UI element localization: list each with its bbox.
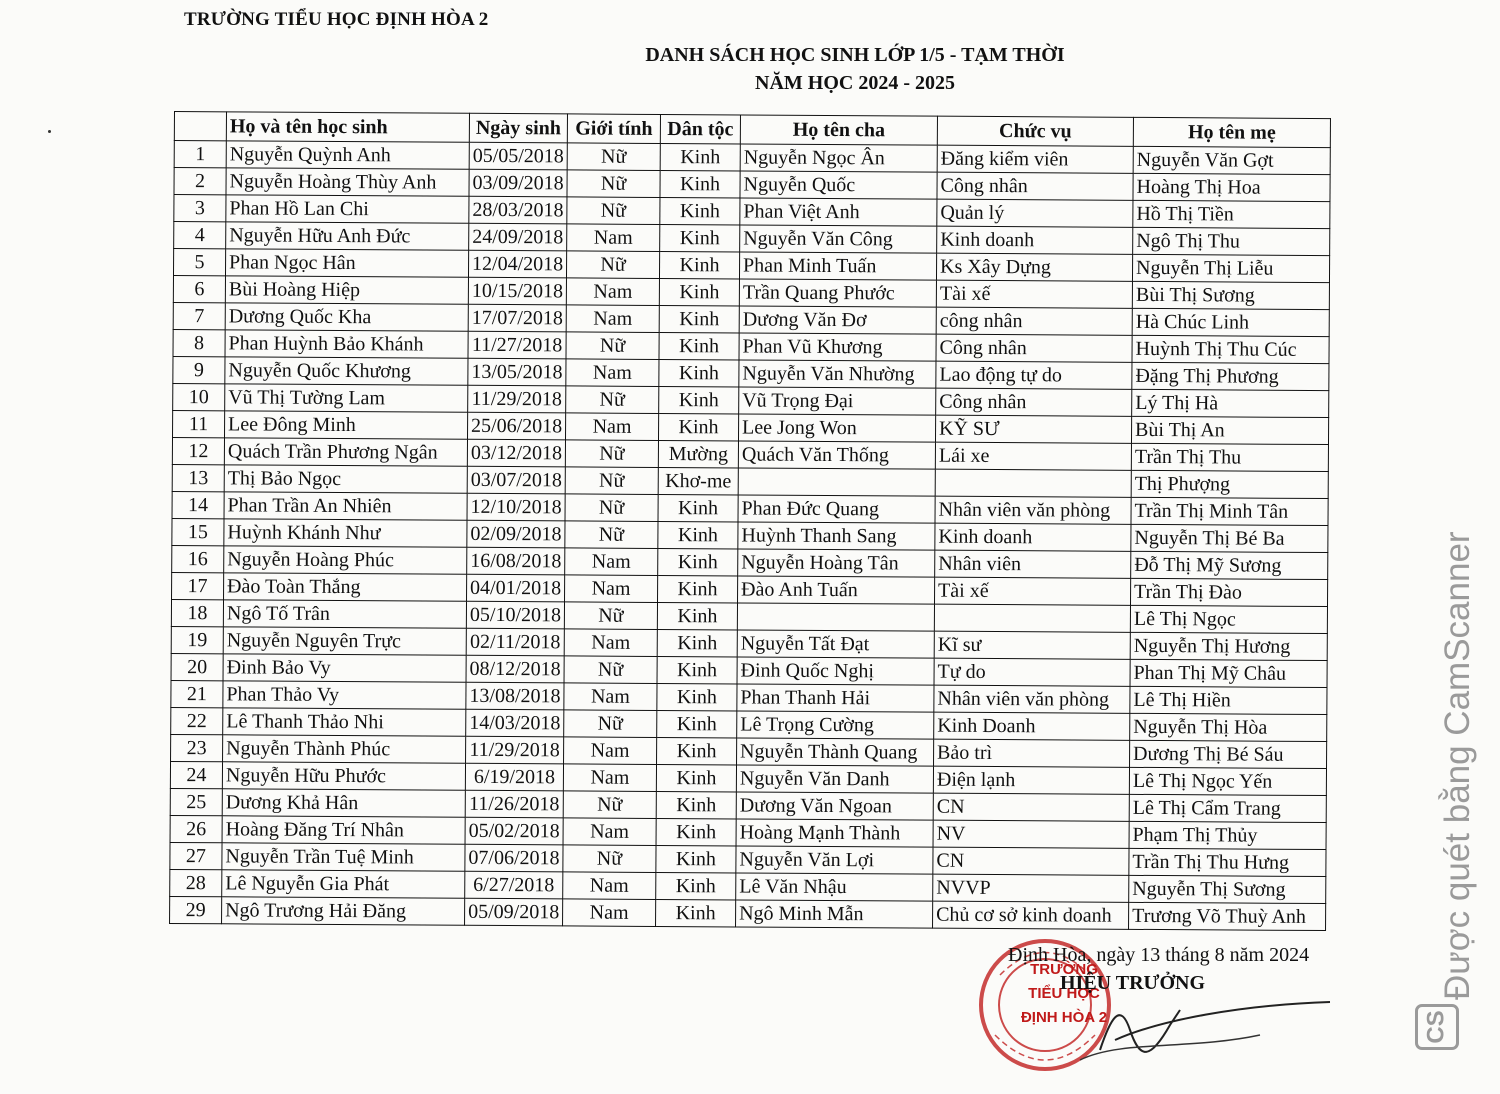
mother-name-cell: Ngô Thị Thu [1133,227,1330,255]
student-table [169,111,1331,931]
row-number-cell: 20 [171,653,223,680]
ethnicity-cell: Kinh [656,872,736,899]
birthdate-cell: 24/09/2018 [469,223,567,251]
occupation-cell: Tự do [934,658,1130,686]
place-date: Định Hòa, ngày 13 tháng 8 năm 2024 [1008,944,1310,966]
mother-name-cell: Nguyễn Thị Liễu [1132,254,1329,282]
principal-title: HIỆU TRƯỞNG [1060,972,1206,994]
mother-name-cell: Nguyễn Thị Hòa [1130,713,1327,741]
gender-cell: Nam [567,224,660,252]
mother-name-cell: Phan Thị Mỹ Châu [1130,659,1327,687]
ethnicity-cell: Kinh [658,521,738,548]
mother-name-cell: Đặng Thị Phương [1132,362,1329,390]
gender-cell: Nam [565,548,658,576]
row-number-cell: 12 [172,437,224,464]
mother-name-cell: Đỗ Thị Mỹ Sương [1131,551,1328,579]
birthdate-cell: 05/10/2018 [466,601,564,629]
father-name-cell: Phan Đức Quang [738,495,935,523]
student-name-cell: Vũ Thị Tường Lam [225,384,468,412]
father-name-cell: Phan Thanh Hải [737,684,934,712]
table-row [170,896,1326,930]
ethnicity-cell: Khơ-me [658,467,738,494]
gender-cell: Nam [563,818,656,846]
occupation-cell: Tài xế [935,577,1131,605]
ethnicity-cell: Kinh [660,224,740,251]
occupation-cell: CN [933,793,1129,821]
mother-name-cell: Phạm Thị Thủy [1129,821,1326,849]
gender-cell: Nam [563,764,656,792]
father-name-cell: Vũ Trọng Đại [739,387,936,415]
row-number-cell: 26 [170,815,222,842]
occupation-cell: Nhân viên văn phòng [935,496,1131,524]
gender-cell: Nam [563,872,656,900]
ethnicity-cell: Kinh [656,845,736,872]
occupation-cell: Công nhân [936,334,1132,362]
father-name-cell: Đinh Quốc Nghị [737,657,934,685]
mother-name-cell: Hà Chúc Linh [1132,308,1329,336]
birthdate-cell: 11/29/2018 [468,385,566,413]
occupation-cell [935,469,1131,497]
col-header-stt [174,112,226,141]
birthdate-cell: 03/07/2018 [467,466,565,494]
row-number-cell: 25 [170,788,222,815]
student-name-cell: Ngô Tố Trân [223,600,466,628]
birthdate-cell: 04/01/2018 [467,574,565,602]
row-number-cell: 9 [173,356,225,383]
ethnicity-cell: Kinh [656,764,736,791]
row-number-cell: 13 [172,464,224,491]
birthdate-cell: 25/06/2018 [468,412,566,440]
father-name-cell: Quách Văn Thống [738,441,935,469]
mother-name-cell: Bùi Thị Sương [1132,281,1329,309]
ethnicity-cell: Kinh [657,629,737,656]
father-name-cell: Lê Văn Nhậu [736,873,933,901]
occupation-cell: CN [933,847,1129,875]
mother-name-cell: Hoàng Thị Hoa [1133,173,1330,201]
ethnicity-cell: Kinh [657,710,737,737]
ethnicity-cell: Kinh [660,197,740,224]
row-number-cell: 10 [173,383,225,410]
student-name-cell: Phan Thảo Vy [223,681,466,709]
student-name-cell: Huỳnh Khánh Như [224,519,467,547]
row-number-cell: 6 [173,276,225,303]
mother-name-cell: Bùi Thị An [1131,416,1328,444]
mother-name-cell: Trần Thị Thu [1131,443,1328,471]
birthdate-cell: 6/27/2018 [465,871,563,899]
student-name-cell: Phan Hồ Lan Chi [226,195,469,223]
father-name-cell: Trần Quang Phước [739,279,936,307]
birthdate-cell: 12/10/2018 [467,493,565,521]
gender-cell: Nam [566,305,659,333]
ethnicity-cell: Kinh [659,305,739,332]
mother-name-cell: Dương Thị Bé Sáu [1130,740,1327,768]
mother-name-cell: Nguyễn Thị Bé Ba [1131,524,1328,552]
birthdate-cell: 12/04/2018 [468,250,566,278]
birthdate-cell: 03/12/2018 [467,439,565,467]
mother-name-cell: Trần Thị Đào [1130,578,1327,606]
ethnicity-cell: Kinh [658,575,738,602]
mother-name-cell: Trần Thị Minh Tân [1131,497,1328,525]
gender-cell: Nữ [567,170,660,198]
gender-cell: Nam [563,899,656,927]
ethnicity-cell: Kinh [657,602,737,629]
row-number-cell: 4 [174,222,226,249]
student-name-cell: Phan Ngọc Hân [225,249,468,277]
occupation-cell: Kinh doanh [937,226,1133,254]
occupation-cell: NVVP [933,874,1129,902]
gender-cell: Nữ [567,143,660,171]
birthdate-cell: 14/03/2018 [466,709,564,737]
scan-speck [48,130,51,133]
student-name-cell: Nguyễn Hoàng Phúc [224,546,467,574]
occupation-cell [934,604,1130,632]
gender-cell: Nữ [564,710,657,738]
row-number-cell: 17 [172,572,224,599]
gender-cell: Nữ [565,440,658,468]
col-header-ethnicity: Dân tộc [660,114,740,143]
occupation-cell: Nhân viên [935,550,1131,578]
occupation-cell: công nhân [936,307,1132,335]
student-name-cell: Phan Trần An Nhiên [224,492,467,520]
gender-cell: Nam [565,575,658,603]
ethnicity-cell: Kinh [659,251,739,278]
birthdate-cell: 17/07/2018 [468,304,566,332]
father-name-cell [737,603,934,631]
birthdate-cell: 11/29/2018 [466,736,564,764]
stamp-label: TRƯỜNG TIỂU HỌC ĐỊNH HÒA 2 [1020,961,1108,1026]
birthdate-cell: 28/03/2018 [469,196,567,224]
ethnicity-cell: Kinh [657,656,737,683]
gender-cell: Nữ [567,197,660,225]
birthdate-cell: 05/09/2018 [465,898,563,926]
ethnicity-cell: Kinh [657,737,737,764]
ethnicity-cell: Kinh [660,170,740,197]
student-name-cell: Lee Đông Minh [225,411,468,439]
father-name-cell: Huỳnh Thanh Sang [738,522,935,550]
occupation-cell: Kinh doanh [935,523,1131,551]
student-name-cell: Đinh Bảo Vy [223,654,466,682]
gender-cell: Nữ [564,602,657,630]
row-number-cell: 24 [170,761,222,788]
gender-cell: Nam [566,278,659,306]
row-number-cell: 15 [172,518,224,545]
father-name-cell: Nguyễn Tất Đạt [737,630,934,658]
father-name-cell: Hoàng Mạnh Thành [736,819,933,847]
father-name-cell: Nguyễn Ngọc Ân [740,144,937,172]
occupation-cell: Bảo trì [934,739,1130,767]
occupation-cell: Đăng kiểm viên [937,145,1133,173]
ethnicity-cell: Kinh [659,332,739,359]
father-name-cell: Phan Minh Tuấn [739,252,936,280]
gender-cell: Nam [565,413,658,441]
occupation-cell: Kinh Doanh [934,712,1130,740]
ethnicity-cell: Kinh [658,413,738,440]
birthdate-cell: 16/08/2018 [467,547,565,575]
document-title: DANH SÁCH HỌC SINH LỚP 1/5 - TẠM THỜI [645,44,1065,66]
mother-name-cell: Huỳnh Thị Thu Cúc [1132,335,1329,363]
col-header-mother-name: Họ tên mẹ [1133,117,1330,147]
row-number-cell: 3 [174,195,226,222]
occupation-cell: NV [933,820,1129,848]
father-name-cell: Nguyễn Văn Lợi [736,846,933,874]
occupation-cell: Lái xe [935,442,1131,470]
gender-cell: Nam [564,683,657,711]
mother-name-cell: Lê Thị Cẩm Trang [1129,794,1326,822]
ethnicity-cell: Kinh [659,359,739,386]
father-name-cell: Phan Việt Anh [740,198,937,226]
father-name-cell: Nguyễn Hoàng Tân [738,549,935,577]
row-number-cell: 19 [171,626,223,653]
camscanner-logo-icon: CS [1415,1004,1459,1050]
birthdate-cell: 6/19/2018 [465,763,563,791]
ethnicity-cell: Kinh [658,548,738,575]
father-name-cell: Nguyễn Văn Công [740,225,937,253]
father-name-cell: Nguyễn Quốc [740,171,937,199]
mother-name-cell: Lý Thị Hà [1132,389,1329,417]
father-name-cell: Nguyễn Văn Danh [736,765,933,793]
occupation-cell: Chủ cơ sở kinh doanh [933,901,1129,929]
ethnicity-cell: Kinh [659,386,739,413]
father-name-cell: Đào Anh Tuấn [738,576,935,604]
row-number-cell: 1 [174,141,226,168]
mother-name-cell: Nguyễn Thị Sương [1129,875,1326,903]
ethnicity-cell: Kinh [656,791,736,818]
student-name-cell: Nguyễn Thành Phúc [223,735,466,763]
father-name-cell: Ngô Minh Mẫn [736,900,933,928]
mother-name-cell: Nguyễn Thị Hương [1130,632,1327,660]
ethnicity-cell: Kinh [657,683,737,710]
col-header-occupation: Chức vụ [937,116,1133,146]
father-name-cell: Phan Vũ Khương [739,333,936,361]
gender-cell: Nam [564,737,657,765]
birthdate-cell: 10/15/2018 [468,277,566,305]
col-header-father-name: Họ tên cha [740,115,937,145]
occupation-cell: Nhân viên văn phòng [934,685,1130,713]
mother-name-cell: Lê Thị Ngọc Yến [1129,767,1326,795]
ethnicity-cell: Mường [658,440,738,467]
col-header-birthdate: Ngày sinh [469,113,567,143]
occupation-cell: Công nhân [937,172,1133,200]
birthdate-cell: 05/02/2018 [465,817,563,845]
row-number-cell: 16 [172,545,224,572]
student-name-cell: Đào Toàn Thắng [224,573,467,601]
student-name-cell: Nguyễn Hữu Phước [222,762,465,790]
row-number-cell: 2 [174,168,226,195]
principal-signature [1040,980,1340,1070]
mother-name-cell: Trần Thị Thu Hưng [1129,848,1326,876]
occupation-cell: Lao động tự do [936,361,1132,389]
row-number-cell: 7 [173,302,225,329]
row-number-cell: 22 [171,707,223,734]
ethnicity-cell: Kinh [656,818,736,845]
row-number-cell: 28 [170,869,222,896]
row-number-cell: 8 [173,329,225,356]
student-name-cell: Nguyễn Hoàng Thùy Anh [226,168,469,196]
gender-cell: Nữ [566,386,659,414]
birthdate-cell: 05/05/2018 [469,142,567,170]
student-name-cell: Dương Khả Hân [222,789,465,817]
occupation-cell: Tài xế [936,280,1132,308]
occupation-cell: KỸ SƯ [935,415,1131,443]
ethnicity-cell: Kinh [656,899,736,926]
student-name-cell: Nguyễn Quốc Khương [225,357,468,385]
student-name-cell: Ngô Trương Hải Đăng [222,897,465,925]
gender-cell: Nữ [563,845,656,873]
birthdate-cell: 13/08/2018 [466,682,564,710]
row-number-cell: 29 [170,896,222,923]
father-name-cell: Dương Văn Đơ [739,306,936,334]
mother-name-cell: Lê Thị Hiền [1130,686,1327,714]
student-name-cell: Bùi Hoàng Hiệp [225,276,468,304]
scanner-watermark: Được quét bằng CamScanner [1438,531,1477,1000]
father-name-cell: Dương Văn Ngoan [736,792,933,820]
gender-cell: Nữ [565,467,658,495]
birthdate-cell: 11/26/2018 [465,790,563,818]
school-name: TRƯỜNG TIỂU HỌC ĐỊNH HÒA 2 [184,9,489,30]
student-name-cell: Nguyễn Nguyên Trực [223,627,466,655]
gender-cell: Nữ [566,332,659,360]
occupation-cell: Công nhân [936,388,1132,416]
student-name-cell: Nguyễn Trần Tuệ Minh [222,843,465,871]
row-number-cell: 5 [173,249,225,276]
row-number-cell: 11 [173,410,225,437]
gender-cell: Nam [566,359,659,387]
mother-name-cell: Lê Thị Ngọc [1130,605,1327,633]
father-name-cell: Nguyễn Thành Quang [737,738,934,766]
student-name-cell: Nguyễn Hữu Anh Đức [226,222,469,250]
student-name-cell: Dương Quốc Kha [225,303,468,331]
occupation-cell: Ks Xây Dựng [936,253,1132,281]
gender-cell: Nữ [566,251,659,279]
col-header-student-name: Họ và tên học sinh [226,112,469,142]
gender-cell: Nữ [563,791,656,819]
student-name-cell: Nguyễn Quỳnh Anh [226,141,469,169]
father-name-cell: Lee Jong Won [738,414,935,442]
row-number-cell: 18 [171,599,223,626]
student-name-cell: Lê Nguyễn Gia Phát [222,870,465,898]
school-year: NĂM HỌC 2024 - 2025 [755,72,955,94]
birthdate-cell: 03/09/2018 [469,169,567,197]
row-number-cell: 21 [171,680,223,707]
occupation-cell: Kĩ sư [934,631,1130,659]
occupation-cell: Quản lý [937,199,1133,227]
ethnicity-cell: Kinh [660,143,740,170]
ethnicity-cell: Kinh [658,494,738,521]
col-header-gender: Giới tính [567,114,660,144]
gender-cell: Nữ [565,494,658,522]
father-name-cell: Lê Trọng Cường [737,711,934,739]
student-name-cell: Hoàng Đăng Trí Nhân [222,816,465,844]
birthdate-cell: 08/12/2018 [466,655,564,683]
gender-cell: Nữ [565,521,658,549]
birthdate-cell: 02/11/2018 [466,628,564,656]
table-body [170,141,1331,931]
student-name-cell: Phan Huỳnh Bảo Khánh [225,330,468,358]
father-name-cell [738,468,935,496]
student-name-cell: Lê Thanh Thảo Nhi [223,708,466,736]
row-number-cell: 23 [171,734,223,761]
father-name-cell: Nguyễn Văn Nhường [739,360,936,388]
occupation-cell: Điện lạnh [933,766,1129,794]
student-name-cell: Quách Trần Phương Ngân [224,438,467,466]
mother-name-cell: Trương Võ Thuỳ Anh [1129,902,1326,930]
gender-cell: Nam [564,629,657,657]
birthdate-cell: 02/09/2018 [467,520,565,548]
birthdate-cell: 07/06/2018 [465,844,563,872]
mother-name-cell: Hồ Thị Tiền [1133,200,1330,228]
mother-name-cell: Nguyễn Văn Gợt [1133,146,1330,174]
ethnicity-cell: Kinh [659,278,739,305]
mother-name-cell: Thị Phượng [1131,470,1328,498]
student-name-cell: Thị Bảo Ngọc [224,465,467,493]
gender-cell: Nữ [564,656,657,684]
row-number-cell: 27 [170,842,222,869]
birthdate-cell: 13/05/2018 [468,358,566,386]
birthdate-cell: 11/27/2018 [468,331,566,359]
row-number-cell: 14 [172,491,224,518]
